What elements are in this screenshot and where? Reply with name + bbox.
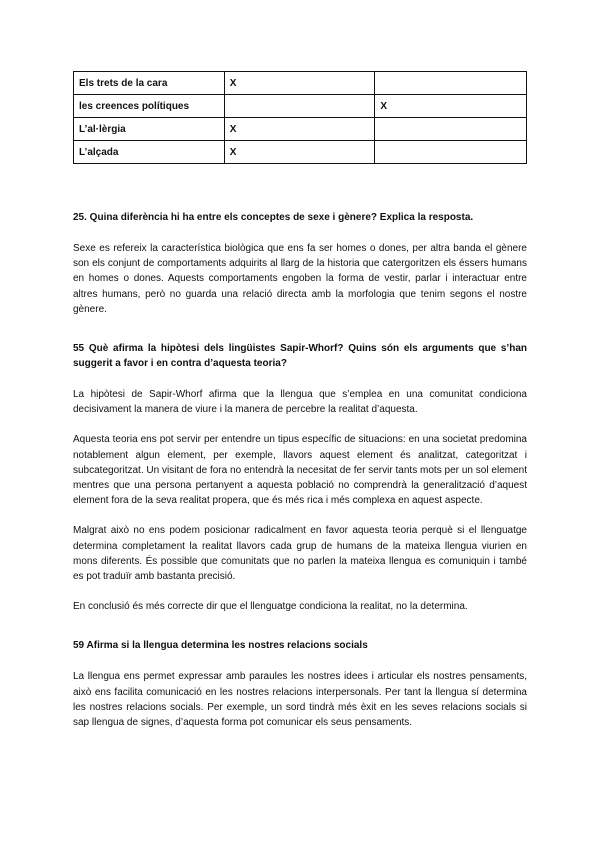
answer-paragraph: Malgrat això no ens podem posicionar radicalment en favor aquesta teoria perquè si el llenguatge determina completament la realitat llavors cada grup de humans de la mateixa llengua viurien en mons diferents. És possible que comunitats que no parlen la mateixa llengua es comuniquin i també es pot traduïr amb bastanta precisió.	[73, 525, 527, 583]
table-cell-mark	[224, 95, 375, 118]
table-cell-mark	[375, 141, 527, 164]
table-cell-label: L’alçada	[74, 141, 225, 164]
question-heading: 25. Quina diferència hi ha entre els conceptes de sexe i gènere? Explica la resposta.	[73, 212, 474, 223]
table-cell-mark: X	[224, 118, 375, 141]
question-55	[73, 341, 527, 614]
answer-paragraph: Sexe es refereix la característica biològica que ens fa ser homes o dones, per altra banda el gènere son els conjunt de comportaments adquirits al llarg de la historia que catergoritzen els éssers humans en homes o dones. Aquests comportaments engoben la forma de vestir, parlar i interactuar entre altres humans, però no guarda una relació directa amb la morfologia que tenim segons el nostre gènere.	[73, 243, 527, 315]
answer-paragraph: En conclusió és més correcte dir que el llenguatge condiciona la realitat, no la determina.	[73, 601, 468, 613]
table-cell-label: les creences polítiques	[74, 95, 225, 118]
table-row	[74, 95, 527, 118]
question-59	[73, 638, 527, 730]
table-cell-label: Els trets de la cara	[74, 72, 225, 95]
table-row	[74, 118, 527, 141]
table-cell-mark: X	[224, 72, 375, 95]
table-row	[74, 141, 527, 164]
answer-paragraph: La llengua ens permet expressar amb paraules les nostres idees i articular els nostres pensaments, això ens facilita comunicació en les nostres relacions interpersonals. Per tant la llengua sí determina les nostres relacions socials. Per exemple, un sord tindrà més èxit en les seves relacions socials si sap llengua de signes, d’aquesta forma pot comunicar els seus pensaments.	[73, 671, 527, 729]
table-cell-mark: X	[375, 95, 527, 118]
question-25	[73, 210, 527, 317]
document-body	[73, 210, 527, 754]
table-row	[74, 72, 527, 95]
table-cell-label: L’al·lèrgia	[74, 118, 225, 141]
answer-paragraph: La hipòtesi de Sapir-Whorf afirma que la llengua que s’emplea en una comunitat condiciona decisivament la manera de viure i la manera de percebre la realitat d’aquesta.	[73, 389, 527, 416]
table-cell-mark	[375, 118, 527, 141]
table-cell-mark	[375, 72, 527, 95]
question-heading: 59 Afirma si la llengua determina les nostres relacions socials	[73, 640, 368, 652]
traits-table	[73, 71, 527, 164]
question-heading: 55 Què afirma la hipòtesi dels lingüistes Sapir-Whorf? Quins són els arguments que s’han suggerit a favor i en contra d’aquesta teoria?	[73, 343, 527, 370]
answer-paragraph: Aquesta teoria ens pot servir per entendre un tipus específic de situacions: en una societat predomina notablement algun element, per exemple, llavors aquest element és analitzat, categoritzat i subcategoritzat. Un visitant de fora no entendrà la necesitat de fer servir tants mots per un sol element mentres que una persona pertanyent a aquesta població no comprendrà la generalització d’aquest element fora de la seva realitat propera, que és més rica i més complexa en aquest aspecte.	[73, 434, 527, 507]
table-cell-mark: X	[224, 141, 375, 164]
